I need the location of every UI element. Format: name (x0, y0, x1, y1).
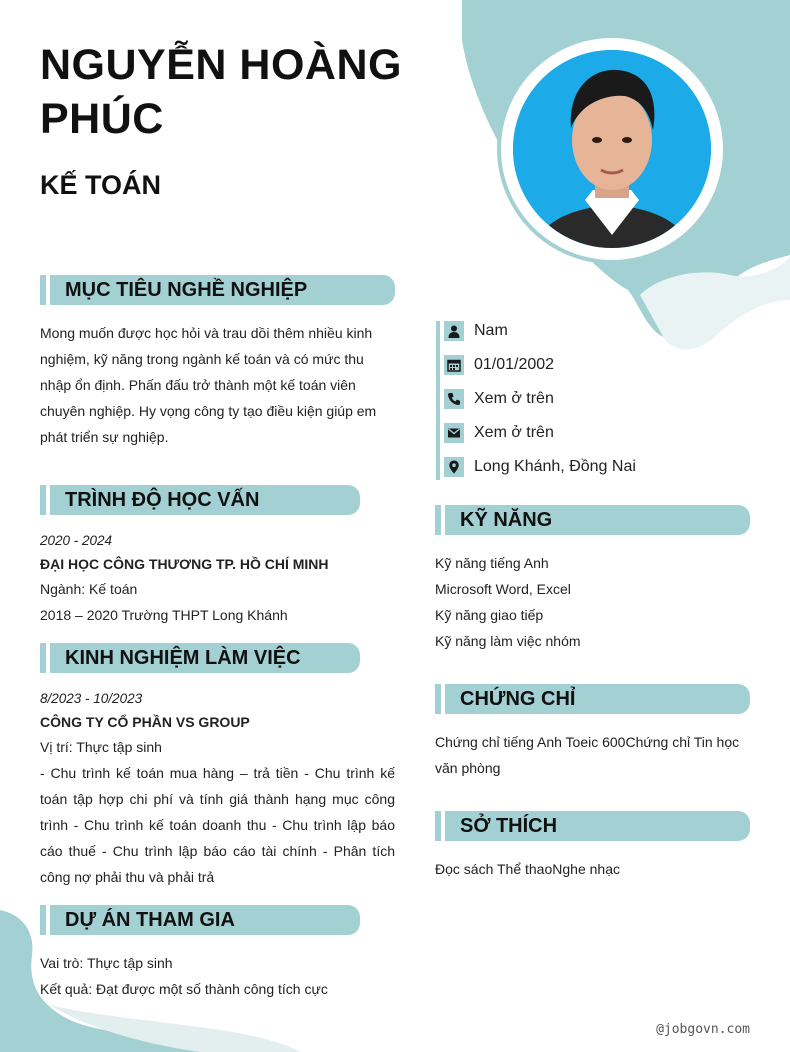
section-header-certificates (435, 684, 750, 714)
candidate-name: NGUYỄN HOÀNG PHÚC (40, 41, 402, 143)
section-header-experience (40, 643, 360, 673)
skill-item: Kỹ năng giao tiếp (435, 607, 544, 623)
experience-title: KINH NGHIỆM LÀM VIỆC (65, 647, 301, 669)
profile-photo (513, 50, 711, 248)
hobbies-title: SỞ THÍCH (460, 815, 558, 837)
objective-text: Mong muốn được học hỏi và trau dồi thêm nhiều kinh nghiệm, kỹ năng trong ngành kế toán và có mức thu nhập ổn định. Phấn đấu trở thành một kế toán viên chuyên nghiệp. Hy vọng công ty tạo điều kiện giúp em phát triển sự nghiệp. (40, 325, 377, 445)
section-header-skills (435, 505, 750, 535)
contact-address-label: Long Khánh, Đồng Nai (474, 458, 636, 475)
experience-position: Vị trí: Thực tập sinh (40, 739, 162, 755)
location-icon (444, 457, 464, 477)
watermark: @jobgovn.com (656, 1022, 750, 1037)
skill-item: Microsoft Word, Excel (435, 581, 571, 597)
experience-description: - Chu trình kế toán mua hàng – trả tiền - Chu trình kế toán tập hợp chi phí và tính giá thành hạng mục công trình - Chu trình kế toán doanh thu - Chu trình lập báo cáo thuế - Chu trình lập báo cáo tài chính - Phân tích công nợ phải thu và phải trả (40, 765, 395, 885)
objective-title: MỤC TIÊU NGHỀ NGHIỆP (65, 279, 308, 301)
person-icon (444, 321, 464, 341)
person-portrait (513, 50, 711, 248)
mail-icon (444, 423, 464, 443)
projects-role: Vai trò: Thực tập sinh (40, 955, 173, 971)
section-header-objective (40, 275, 395, 305)
skill-item: Kỹ năng làm việc nhóm (435, 633, 581, 649)
contact-gender-label: Nam (474, 322, 508, 339)
section-header-hobbies (435, 811, 750, 841)
candidate-role: KẾ TOÁN (40, 170, 162, 200)
certificates-text: Chứng chỉ tiếng Anh Toeic 600Chứng chỉ Tin học văn phòng (435, 734, 740, 776)
experience-company: CÔNG TY CỔ PHẦN VS GROUP (40, 714, 250, 730)
projects-title: DỰ ÁN THAM GIA (65, 909, 235, 931)
education-highschool: 2018 – 2020 Trường THPT Long Khánh (40, 607, 288, 623)
contact-email-label: Xem ở trên (474, 424, 554, 441)
contact-divider (436, 321, 440, 480)
education-period: 2020 - 2024 (40, 533, 113, 548)
profile-photo-frame (501, 38, 723, 260)
hobbies-text: Đọc sách Thể thaoNghe nhạc (435, 861, 620, 877)
section-header-projects (40, 905, 360, 935)
phone-icon (444, 389, 464, 409)
section-header-education (40, 485, 360, 515)
experience-period: 8/2023 - 10/2023 (40, 691, 143, 706)
education-school: ĐẠI HỌC CÔNG THƯƠNG TP. HỒ CHÍ MINH (40, 556, 329, 572)
education-title: TRÌNH ĐỘ HỌC VẤN (65, 489, 260, 511)
projects-result: Kết quả: Đạt được một số thành công tích cực (40, 981, 328, 997)
calendar-icon (444, 355, 464, 375)
education-major: Ngành: Kế toán (40, 581, 138, 597)
contact-birthday-label: 01/01/2002 (474, 356, 555, 373)
contact-phone-label: Xem ở trên (474, 390, 554, 407)
skill-item: Kỹ năng tiếng Anh (435, 555, 549, 571)
certificates-title: CHỨNG CHỈ (460, 688, 576, 710)
skills-title: KỸ NĂNG (460, 509, 553, 531)
